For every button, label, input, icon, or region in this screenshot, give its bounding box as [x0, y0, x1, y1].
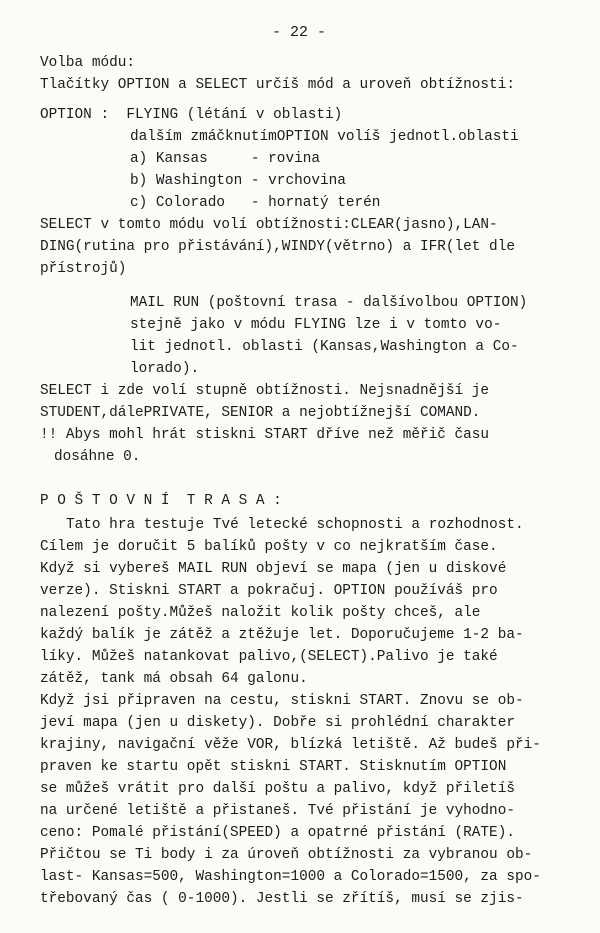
text-line: líky. Můžeš natankovat palivo,(SELECT).Palivo je také: [40, 649, 498, 665]
text-line: verze). Stiskni START a pokračuj. OPTION používáš pro: [40, 583, 498, 599]
text-line: Volba módu:: [40, 55, 135, 71]
text-line: Když si vybereš MAIL RUN objeví se mapa (jen u diskové: [40, 561, 507, 577]
text-line: na určené letiště a přistaneš. Tvé přistání je vyhodno-: [40, 803, 515, 819]
text-line: b) Washington - vrchovina: [130, 173, 346, 189]
text-line: Tato hra testuje Tvé letecké schopnosti a rozhodnost.: [66, 517, 524, 533]
text-line: STUDENT,dálePRIVATE, SENIOR a nejobtížnejší COMAND.: [40, 405, 481, 421]
text-line: a) Kansas - rovina: [130, 151, 320, 167]
text-line: dosáhne 0.: [54, 449, 141, 465]
text-line: c) Colorado - hornatý terén: [130, 195, 381, 211]
text-line: dalším zmáčknutímOPTION volíš jednotl.oblasti: [130, 129, 519, 145]
text-line: Když jsi připraven na cestu, stiskni START. Znovu se ob-: [40, 693, 524, 709]
text-line: OPTION : FLYING (létání v oblasti): [40, 107, 343, 123]
text-line: přístrojů): [40, 261, 127, 277]
text-line: SELECT v tomto módu volí obtížnosti:CLEAR(jasno),LAN-: [40, 217, 498, 233]
text-line: Tlačítky OPTION a SELECT určíš mód a uroveň obtížnosti:: [40, 77, 515, 93]
text-line: Přičtou se Ti body i za úroveň obtížnosti za vybranou ob-: [40, 847, 533, 863]
text-line: se můžeš vrátit pro další poštu a palivo, když přiletíš: [40, 781, 515, 797]
text-line: každý balík je zátěž a ztěžuje let. Doporučujeme 1-2 ba-: [40, 627, 524, 643]
text-line: last- Kansas=500, Washington=1000 a Colorado=1500, za spo-: [40, 869, 541, 885]
text-line: jeví mapa (jen u diskety). Dobře si prohlédní charakter: [40, 715, 515, 731]
text-line: praven ke startu opět stiskni START. Stisknutím OPTION: [40, 759, 507, 775]
text-line: MAIL RUN (poštovní trasa - dalšívolbou OPTION): [130, 295, 528, 311]
text-line: lorado).: [130, 361, 200, 377]
text-line: P O Š T O V N Í T R A S A :: [40, 493, 282, 509]
text-line: DING(rutina pro přistávání),WINDY(větrno) a IFR(let dle: [40, 239, 515, 255]
text-line: stejně jako v módu FLYING lze i v tomto vo-: [130, 317, 502, 333]
text-line: SELECT i zde volí stupně obtížnosti. Nejsnadnější je: [40, 383, 490, 399]
text-line: !! Abys mohl hrát stiskni START dříve než měřič času: [40, 427, 490, 443]
text-line: lit jednotl. oblasti (Kansas,Washington a Co-: [130, 339, 519, 355]
page-number: - 22 -: [272, 24, 327, 41]
text-line: nalezení pošty.Můžeš naložit kolik pošty chceš, ale: [40, 605, 481, 621]
text-line: zátěž, tank má obsah 64 galonu.: [40, 671, 308, 687]
text-line: Cílem je doručit 5 balíků pošty v co nejkratším čase.: [40, 539, 498, 555]
text-line: krajiny, navigační věže VOR, blízká letiště. Až budeš při-: [40, 737, 541, 753]
text-line: třebovaný čas ( 0-1000). Jestli se zřítíš, musí se zjis-: [40, 891, 524, 907]
text-line: ceno: Pomalé přistání(SPEED) a opatrné přistání (RATE).: [40, 825, 515, 841]
